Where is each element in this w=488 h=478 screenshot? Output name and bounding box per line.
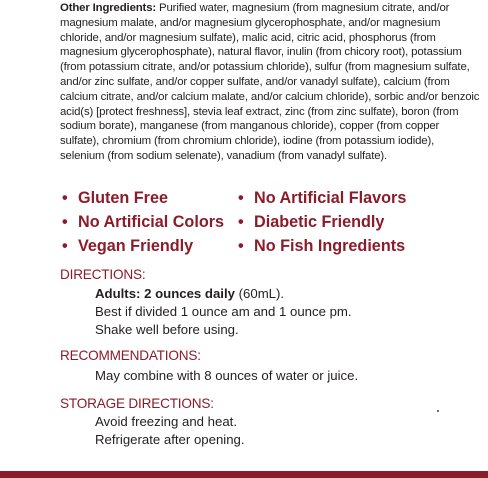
claim-no-fish-ingredients bbox=[238, 235, 482, 258]
claim-label: No Artificial Flavors bbox=[254, 189, 407, 207]
footer-accent-bar bbox=[0, 471, 488, 478]
claim-label: Diabetic Friendly bbox=[254, 213, 385, 232]
claim-gluten-free bbox=[62, 187, 238, 210]
bullet-icon: • bbox=[238, 213, 244, 232]
recommendations-line: May combine with 8 ounces of water or juice. bbox=[95, 368, 359, 383]
directions-dose-amount: (60mL). bbox=[238, 286, 285, 301]
bullet-icon: • bbox=[238, 237, 244, 256]
print-speck bbox=[437, 410, 439, 412]
claim-vegan-friendly bbox=[62, 235, 238, 258]
bullet-icon: • bbox=[238, 189, 244, 207]
directions-line: Best if divided 1 ounce am and 1 ounce pm. bbox=[95, 304, 352, 319]
bullet-icon: • bbox=[62, 213, 68, 232]
product-claims-list bbox=[62, 187, 482, 259]
bullet-icon: • bbox=[62, 189, 68, 207]
storage-directions-heading: STORAGE DIRECTIONS: bbox=[60, 396, 214, 411]
other-ingredients-label: Other Ingredients: bbox=[60, 2, 157, 14]
claim-diabetic-friendly bbox=[238, 211, 482, 234]
claim-label: No Fish Ingredients bbox=[254, 237, 406, 256]
storage-line: Refrigerate after opening. bbox=[95, 432, 245, 447]
recommendations-heading: RECOMMENDATIONS: bbox=[60, 348, 201, 363]
directions-line: Shake well before using. bbox=[95, 322, 239, 337]
directions-dose-line bbox=[95, 285, 284, 303]
claim-label: Vegan Friendly bbox=[78, 237, 194, 256]
storage-line: Avoid freezing and heat. bbox=[95, 414, 237, 429]
directions-heading: DIRECTIONS: bbox=[60, 267, 146, 282]
other-ingredients-text: Purified water, magnesium (from magnesium citrate, and/or magnesium malate, and/or magnesium glycerophosphate, and/or magnesium chloride, and/or magnesium sulfate), malic acid, citric acid, phosphorus (from magnesium glycerophosphate), natural flavor, inulin (from chicory root), potassium (from potassium citrate, and/or potassium chloride), sulfur (from magnesium sulfate, and/or zinc sulfate, and/or copper sulfate, and/or vanadyl sulfate), calcium (from calcium citrate, and/or calcium malate, and/or calcium chloride), sorbic and/or benzoic acid(s) [protect freshness], stevia leaf extract, zinc (from zinc sulfate), boron (from sodium borate), manganese (from manganous chloride), copper (from copper sulfate), chromium (from chromium chloride), iodine (from potassium iodide), selenium (from sodium selenate), vanadium (from vanadyl sulfate). bbox=[60, 2, 480, 162]
directions-dose-label: Adults: 2 ounces daily bbox=[95, 286, 235, 301]
claim-no-artificial-colors bbox=[62, 211, 238, 234]
bullet-icon: • bbox=[62, 237, 68, 256]
claim-label: No Artificial Colors bbox=[78, 213, 225, 232]
claim-label: Gluten Free bbox=[78, 189, 168, 207]
claim-no-artificial-flavors bbox=[238, 187, 482, 210]
other-ingredients-paragraph bbox=[60, 1, 480, 164]
